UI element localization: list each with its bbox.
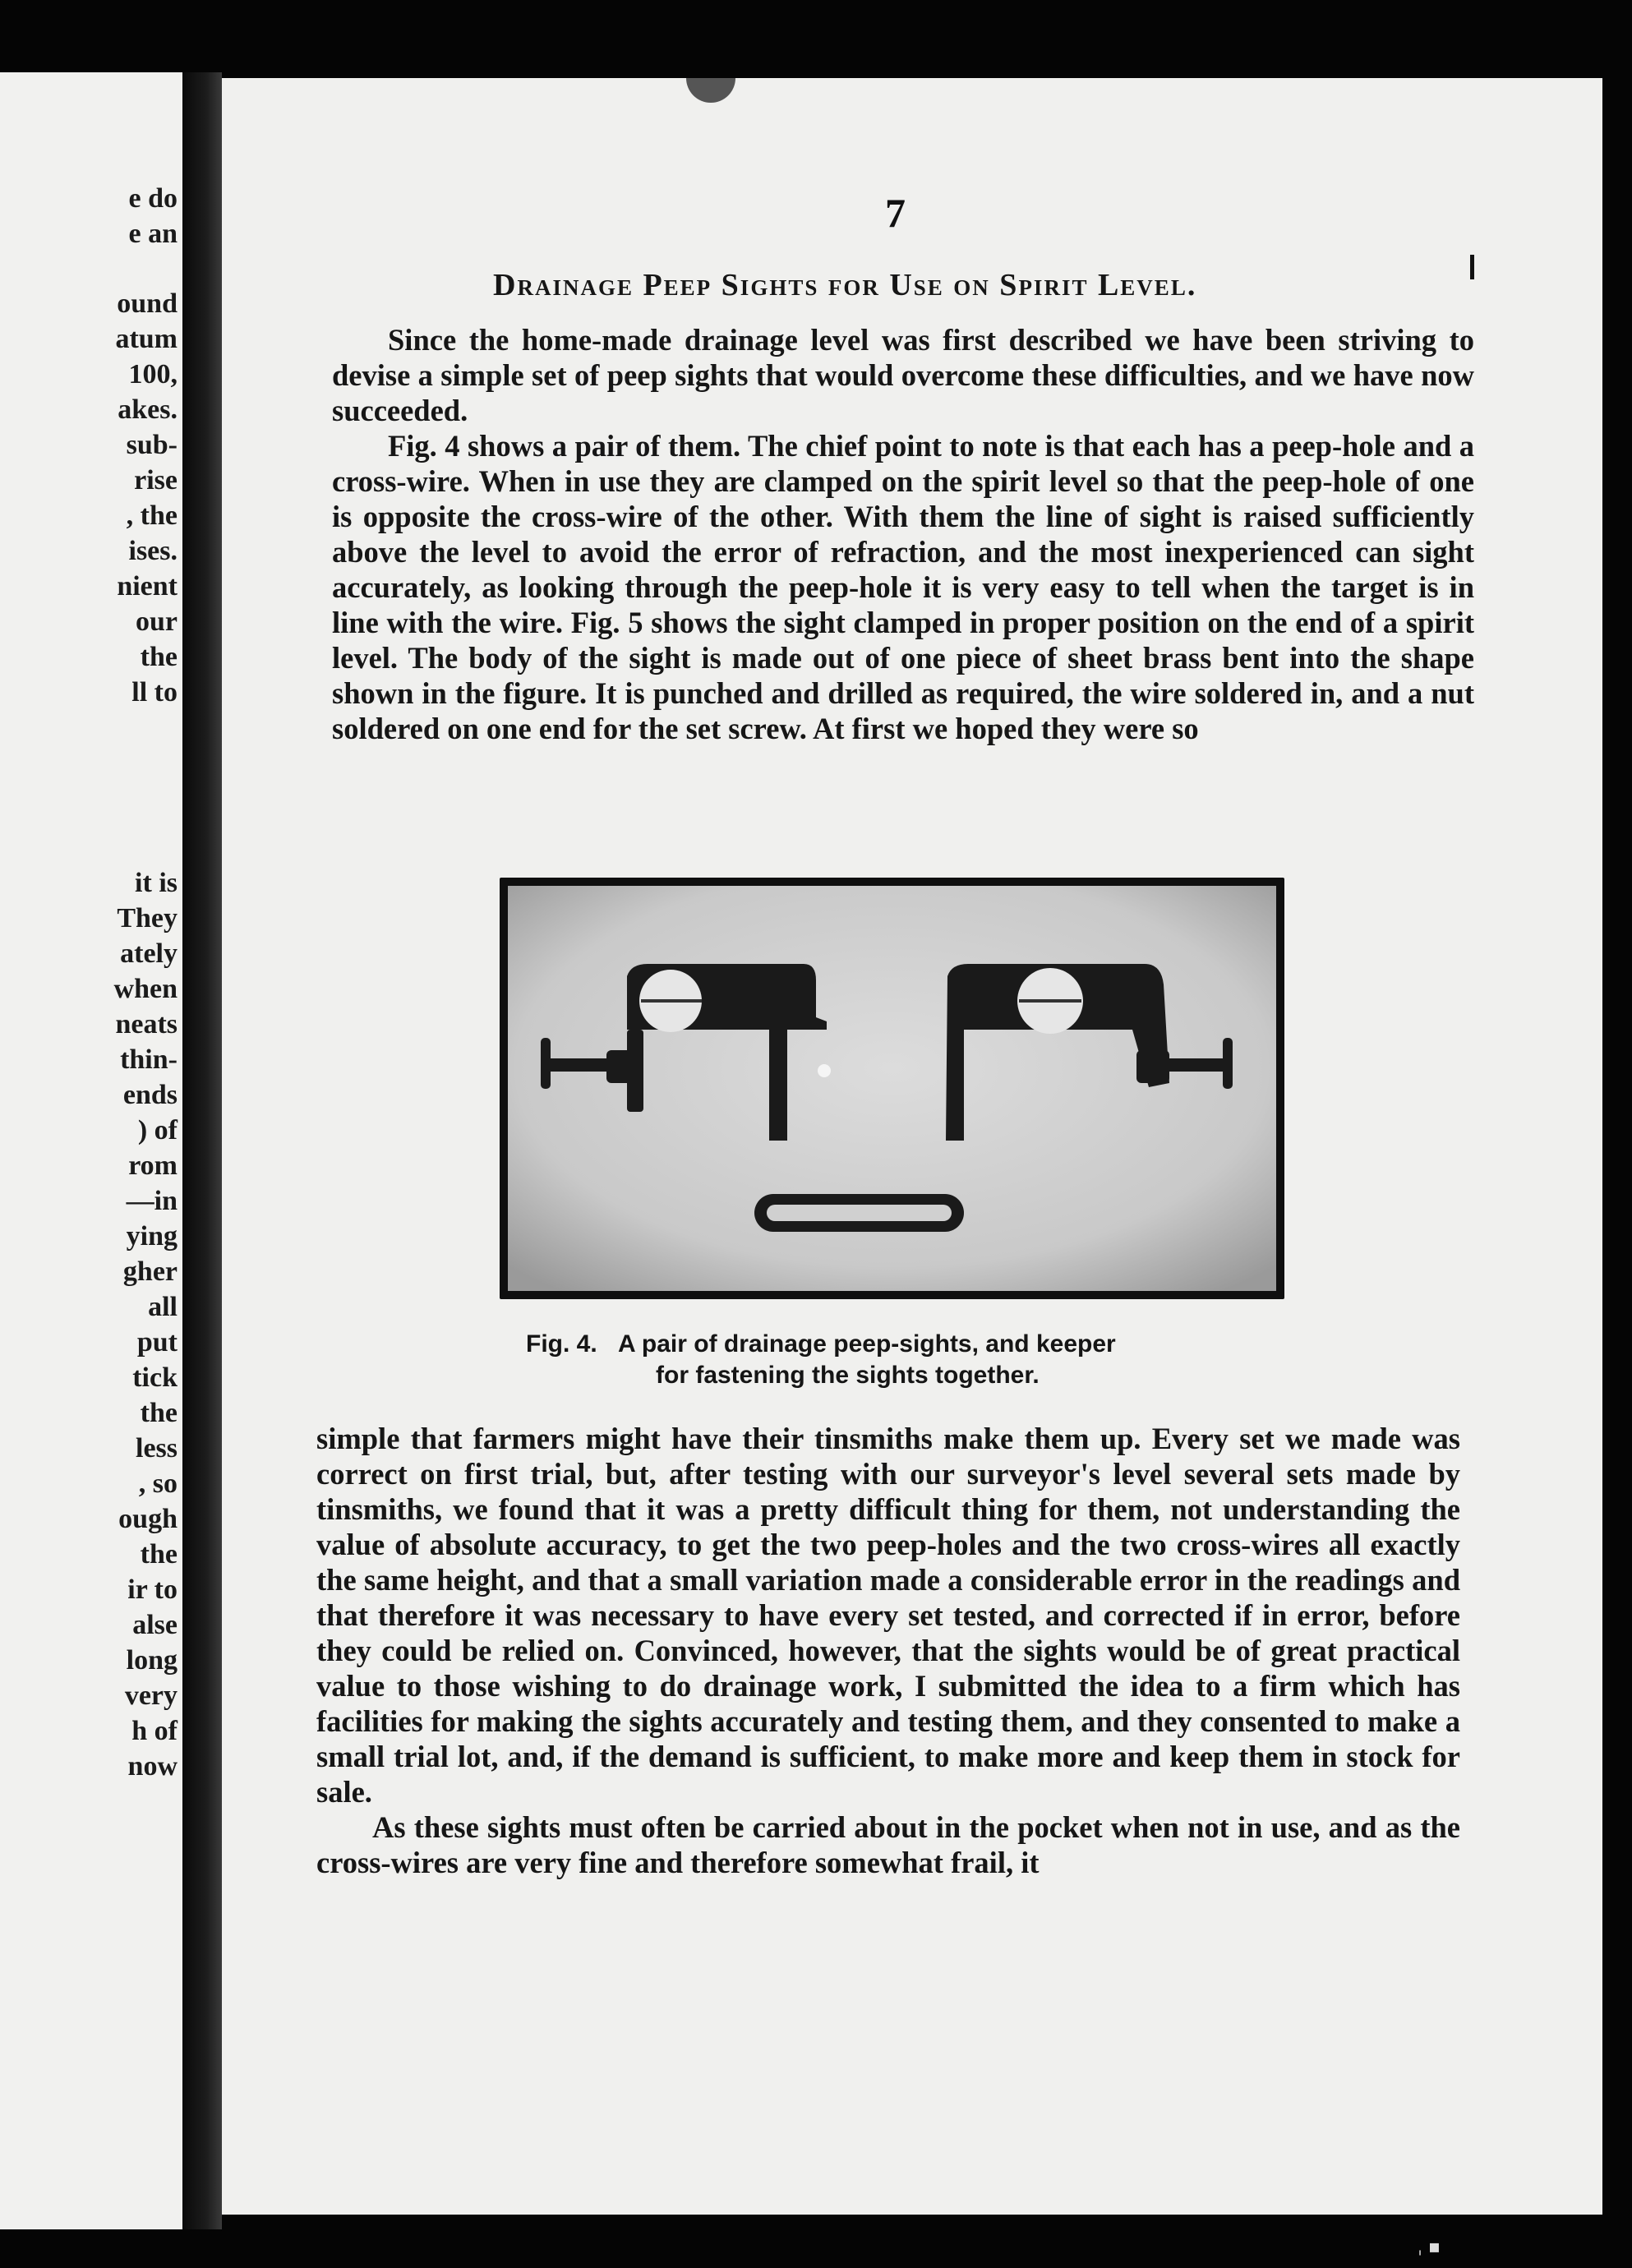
left-page-fragment: the	[140, 1398, 177, 1428]
main-page	[222, 78, 1602, 2215]
left-page-fragment: rom	[128, 1150, 177, 1181]
caption-line-1: A pair of drainage peep-sights, and keeper	[618, 1330, 1116, 1358]
left-page-fragment: , the	[126, 500, 177, 531]
left-page-fragment: 100,	[128, 359, 177, 390]
left-page-fragment: alse	[132, 1610, 177, 1640]
paragraph-intro: Since the home-made drainage level was first described we have been striving to devise a simple set of peep sights that would overcome these difficulties, and we have now succeeded.	[332, 323, 1474, 427]
left-page-fragment: neats	[115, 1009, 177, 1040]
scan-corner-mark: ˌ ▪	[1418, 2237, 1441, 2257]
figure-label: Fig. 4.	[526, 1330, 597, 1358]
left-page-fragment: now	[127, 1751, 177, 1782]
figure-caption	[526, 1329, 1265, 1391]
paragraph-pocket: As these sights must often be carried about in the pocket when not in use, and as the cross-wires are very fine and therefore somewhat frail, it	[316, 1810, 1460, 1879]
left-page-fragment: ises.	[128, 536, 177, 566]
left-page-fragment: ll to	[131, 677, 177, 708]
left-page-fragment: nient	[117, 571, 177, 602]
left-page-fragment: ) of	[137, 1115, 177, 1146]
caption-line-2: for fastening the sights together.	[656, 1362, 1040, 1389]
left-page-fragment: put	[136, 1327, 177, 1358]
peep-sights-photo	[508, 886, 1276, 1291]
left-page-fragment: very	[124, 1680, 177, 1711]
left-page-fragment: e do	[128, 183, 177, 214]
left-page-fragment: gher	[122, 1256, 177, 1287]
left-page-fragment: akes.	[118, 394, 177, 425]
left-page-fragment: less	[136, 1433, 177, 1464]
left-page-fragment: e an	[128, 219, 177, 249]
left-page-fragment: They	[117, 903, 177, 933]
edge-mark	[1470, 255, 1474, 279]
left-page-fragment: long	[126, 1645, 177, 1676]
left-page-fragment: , so	[138, 1468, 177, 1499]
left-page-fragment: ying	[126, 1221, 177, 1252]
left-page-fragment: ir to	[127, 1574, 177, 1605]
left-page-fragment: h of	[131, 1716, 177, 1746]
left-page-fragment: thin-	[120, 1044, 177, 1075]
left-page-fragment: the	[140, 642, 177, 672]
left-page-fragment: ately	[120, 938, 177, 969]
left-page-fragment: ound	[117, 288, 177, 319]
left-page-fragment: ough	[118, 1504, 177, 1534]
left-page-fragment: tick	[132, 1362, 177, 1393]
left-facing-page	[0, 72, 182, 2229]
body-text-bottom	[316, 1421, 1460, 1880]
left-page-fragment: when	[113, 974, 177, 1004]
article-heading: Drainage Peep Sights for Use on Spirit Level.	[493, 268, 1197, 302]
left-page-fragment: the	[140, 1539, 177, 1570]
paragraph-continued: simple that farmers might have their tinsmiths make them up. Every set we made was correct on first trial, but, after testing with our surveyor's level several sets made by tinsmiths, we found that it was a pretty difficult thing for them, not understanding the value of absolute accuracy, to get the two peep-holes and the two cross-wires all exactly the same height, and that a small variation made a considerable error in the readings and that therefore it was necessary to have every set tested, and corrected if in error, before they could be relied on. Convinced, however, that the sights would be of great practical value to those wishing to do drainage work, I submitted the idea to a firm which has facilities for making the sights accurately and testing them, and they consented to make a small trial lot, and, if the demand is sufficient, to make more and keep them in stock for sale.	[316, 1422, 1460, 1809]
left-page-fragment: sub-	[126, 430, 177, 460]
left-page-fragment: all	[148, 1292, 177, 1322]
left-page-fragment: ends	[122, 1080, 177, 1110]
left-page-fragment: —in	[126, 1186, 177, 1216]
book-gutter	[182, 72, 222, 2229]
figure-photo	[500, 878, 1284, 1299]
paragraph-fig4: Fig. 4 shows a pair of them. The chief point to note is that each has a peep-hole and a cross-wire. When in use they are clamped on the spirit level so that the peep-hole of one is opposite the cross-wire of the other. With them the line of sight is raised sufficiently above the level to avoid the error of refraction, and the most inexperienced can sight accurately, as looking through the peep-hole it is very easy to tell when the target is in line with the wire. Fig. 5 shows the sight clamped in proper position on the end of a spirit level. The body of the sight is made out of one piece of sheet brass bent into the shape shown in the figure. It is punched and drilled as required, the wire soldered in, and a nut soldered on one end for the set screw. At first we hoped they were so	[332, 429, 1474, 745]
left-page-fragment: rise	[134, 465, 177, 496]
left-page-fragment: atum	[115, 324, 177, 354]
body-text-top	[332, 322, 1474, 746]
page-number: 7	[885, 190, 906, 236]
left-page-fragment: our	[136, 606, 177, 637]
left-page-fragment: it is	[135, 868, 177, 898]
ink-blot	[686, 78, 735, 103]
